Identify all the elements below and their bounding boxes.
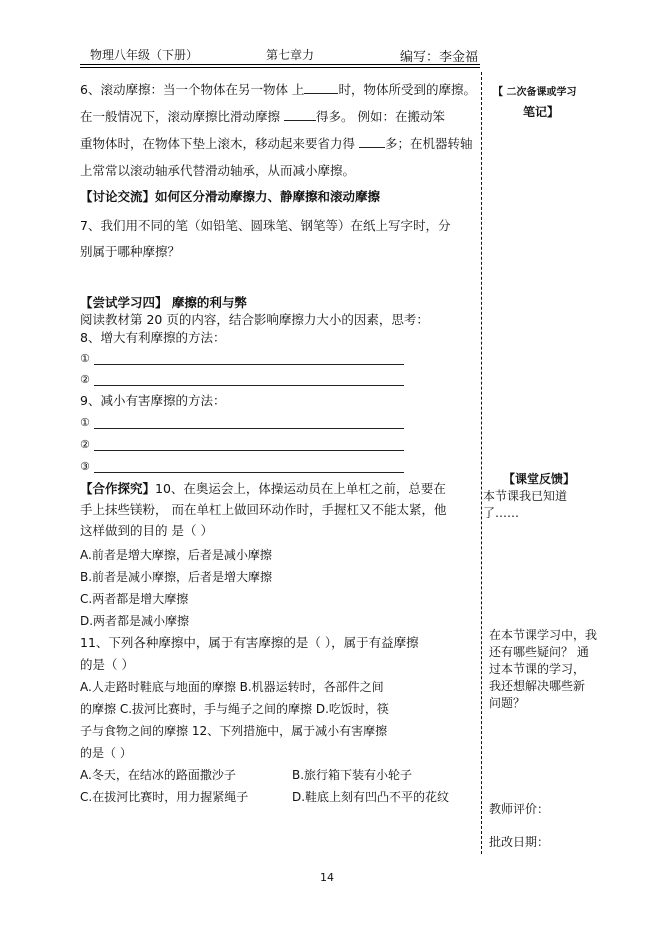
q9-prompt: 9、减小有害摩擦的方法：	[80, 393, 226, 408]
sidebar-feedback-line1: 本节课我已知道	[483, 489, 568, 503]
q9-mark-1: ①	[80, 416, 90, 429]
q11-line5: 子与食物之间的摩擦 12、下列措施中，属于减小有害摩擦	[80, 724, 388, 738]
study4-title: 【尝试学习四】 摩擦的利与弊	[80, 295, 247, 310]
sidebar-feedback-line2: 了……	[483, 506, 520, 520]
sidebar-divider	[481, 72, 482, 854]
q11-line1: 11、下列各种摩擦中，属于有害摩擦的是（ ），属于有益摩擦	[80, 635, 419, 650]
sidebar-question-line5: 问题？	[489, 696, 526, 710]
study4-intro: 阅读教材第 20 页的内容，结合影响摩擦力大小的因素，思考：	[80, 312, 429, 327]
sidebar-grading-date: 批改日期：	[489, 835, 550, 849]
q11-line4: 的摩擦 C.拔河比赛时，手与绳子之间的摩擦 D.吃饭时，筷	[80, 702, 389, 716]
sidebar-question-line3: 过本节课的学习，	[489, 662, 586, 676]
q6-line4: 上常常以滚动轴承代替滑动轴承，从而减小摩擦。	[80, 163, 356, 178]
q10-line3: 这样做到的目的 是（ ）	[80, 523, 213, 538]
q6-line3: 重物体时，在物体下垫上滚木，移动起来要省力得 多；在机器转轴	[80, 136, 473, 151]
sidebar-question-line2: 还有哪些疑问？ 通	[489, 645, 589, 659]
header-rule-thin	[80, 67, 480, 68]
header-author: 编写：李金福	[400, 50, 479, 65]
discussion-title: 【讨论交流】如何区分滑动摩擦力、静摩擦和滚动摩擦	[80, 189, 381, 204]
q12-option-b: B.旅行箱下装有小轮子	[292, 768, 413, 782]
q11-line3: A.人走路时鞋底与地面的摩擦 B.机器运转时，各部件之间	[80, 680, 384, 694]
q8-prompt: 8、增大有利摩擦的方法：	[80, 330, 226, 345]
q12-option-c: C.在拔河比赛时，用力握紧绳子	[80, 790, 249, 804]
q12-option-a: A.冬天，在结冰的路面撒沙子	[80, 768, 236, 782]
q10-option-a: A.前者是增大摩擦，后者是减小摩擦	[80, 548, 272, 562]
sidebar-feedback-title: 【课堂反馈】	[503, 472, 576, 486]
q12-option-d: D.鞋底上刻有凹凸不平的花纹	[292, 790, 450, 804]
q7-line2: 别属于哪种摩擦？	[80, 244, 181, 259]
q9-answer-line-3[interactable]	[94, 472, 404, 473]
sidebar-notes-title-1: 【 二次备课或学习	[493, 87, 577, 98]
header-chapter: 第七章力	[266, 48, 315, 62]
sidebar-question-line4: 我还想解决哪些新	[489, 679, 586, 693]
q9-mark-3: ③	[80, 460, 90, 473]
q9-mark-2: ②	[80, 438, 90, 451]
q9-answer-line-2[interactable]	[94, 450, 404, 451]
q10-option-d: D.两者都是减小摩擦	[80, 614, 190, 628]
sidebar-question-line1: 在本节课学习中，我	[489, 628, 598, 642]
q11-line2: 的是（ ）	[80, 657, 134, 672]
header-course: 物理八年级（下册）	[90, 48, 199, 62]
q6-line1: 6、滚动摩擦：当一个物体在另一物体 上 时，物体所受到的摩擦。	[80, 82, 476, 97]
q10-option-b: B.前者是减小摩擦，后者是增大摩擦	[80, 570, 273, 584]
q10-option-c: C.两者都是增大摩擦	[80, 592, 189, 606]
header-rule	[80, 64, 480, 65]
sidebar-teacher-eval: 教师评价：	[489, 802, 550, 816]
q8-answer-line-2[interactable]	[94, 385, 404, 386]
page-number: 14	[320, 871, 334, 884]
q10-line1: 【合作探究】10、在奥运会上，体操运动员在上单杠之前，总要在	[80, 481, 446, 496]
q9-answer-line-1[interactable]	[94, 428, 404, 429]
q8-answer-line-1[interactable]	[94, 364, 404, 365]
q7-line1: 7、我们用不同的笔（如铅笔、圆珠笔、钢笔等）在纸上写字时，分	[80, 218, 451, 233]
q12-line1: 的是（ ）	[80, 746, 132, 760]
q10-line2: 手上抹些镁粉， 而在单杠上做回环动作时，手握杠又不能太紧，他	[80, 502, 447, 517]
sidebar-notes-title-2: 笔记】	[523, 105, 560, 119]
q8-mark-1: ①	[80, 352, 90, 365]
q6-line2: 在一般情况下，滚动摩擦比滑动摩擦 得多。 例如：在搬动笨	[80, 109, 445, 124]
q8-mark-2: ②	[80, 373, 90, 386]
